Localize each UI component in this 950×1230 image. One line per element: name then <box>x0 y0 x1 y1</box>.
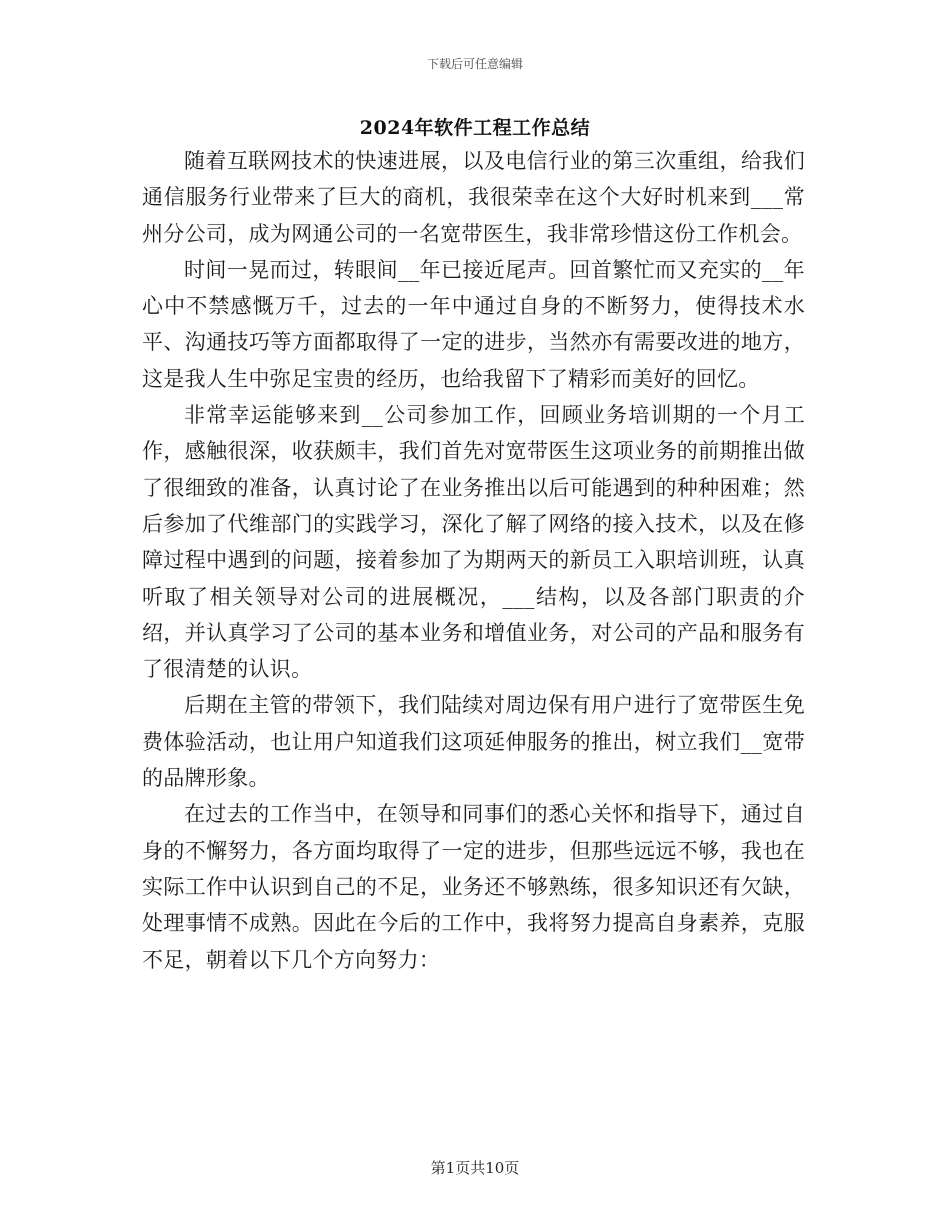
page-number-footer: 第1页共10页 <box>430 1159 520 1177</box>
paragraph-1: 随着互联网技术的快速进展，以及电信行业的第三次重组，给我们通信服务行业带来了巨大的商机，我很荣幸在这个大好时机来到___常州分公司，成为网通公司的一名宽带医生，我非常珍惜这份工作机会。 <box>142 149 805 246</box>
page-header-note: 下载后可任意编辑 <box>426 57 523 71</box>
paragraph-3: 非常幸运能够来到__公司参加工作，回顾业务培训期的一个月工作，感触很深，收获颇丰，我们首先对宽带医生这项业务的前期推出做了很细致的准备，认真讨论了在业务推出以后可能遇到的种种困难；然后参加了代维部门的实践学习，深化了解了网络的接入技术，以及在修障过程中遇到的问题，接着参加了为期两天的新员工入职培训班，认真听取了相关领导对公司的进展概况，___结构，以及各部门职责的介绍，并认真学习了公司的基本业务和增值业务，对公司的产品和服务有了很清楚的认识。 <box>142 403 805 682</box>
document-title: 2024年软件工程工作总结 <box>359 117 591 139</box>
paragraph-4: 后期在主管的带领下，我们陆续对周边保有用户进行了宽带医生免费体验活动，也让用户知道我们这项延伸服务的推出，树立我们__宽带的品牌形象。 <box>142 693 805 791</box>
document-body <box>142 143 805 978</box>
paragraph-2: 时间一晃而过，转眼间__年已接近尾声。回首繁忙而又充实的__年心中不禁感慨万千，过去的一年中通过自身的不断努力，使得技术水平、沟通技巧等方面都取得了一定的进步，当然亦有需要改进的地方，这是我人生中弥足宝贵的经历，也给我留下了精彩而美好的回忆。 <box>142 257 805 391</box>
paragraph-5: 在过去的工作当中，在领导和同事们的悉心关怀和指导下，通过自身的不懈努力，各方面均取得了一定的进步，但那些远远不够，我也在实际工作中认识到自己的不足，业务还不够熟练，很多知识还有欠缺，处理事情不成熟。因此在今后的工作中，我将努力提高自身素养，克服不足，朝着以下几个方向努力： <box>142 802 805 972</box>
